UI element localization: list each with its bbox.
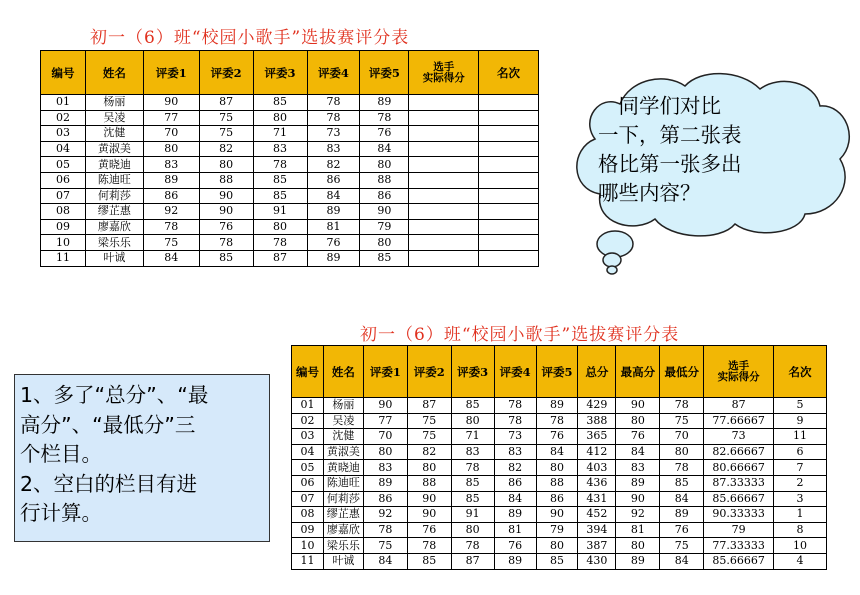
table-cell: 81 [494, 522, 536, 538]
table-cell: 85 [407, 553, 451, 569]
table-cell: 08 [292, 507, 324, 523]
table-cell: 85.66667 [704, 553, 774, 569]
table-cell: 77 [363, 413, 407, 429]
table-row [41, 172, 539, 188]
table-cell: 89 [616, 475, 660, 491]
table-cell: 03 [41, 126, 86, 142]
table-row [292, 460, 827, 476]
table-cell: 82 [407, 444, 451, 460]
table-cell: 70 [660, 429, 704, 445]
table-cell: 何莉莎 [323, 491, 363, 507]
table-cell: 429 [578, 398, 616, 414]
table-row [41, 219, 539, 235]
table-row [292, 553, 827, 569]
table-cell: 缪芷惠 [85, 204, 143, 220]
table-cell: 88 [536, 475, 578, 491]
table-cell: 82 [307, 157, 360, 173]
table-cell [409, 172, 479, 188]
table-cell: 05 [41, 157, 86, 173]
table-cell: 86 [494, 475, 536, 491]
table-cell: 87 [199, 95, 253, 111]
table-cell: 84 [363, 553, 407, 569]
table-cell: 沈健 [323, 429, 363, 445]
table-cell: 78 [494, 413, 536, 429]
table-cell [409, 235, 479, 251]
table-cell: 叶诚 [85, 250, 143, 266]
table-cell: 85 [451, 398, 494, 414]
column-header: 评委5 [360, 51, 409, 95]
table-cell: 84 [660, 553, 704, 569]
table-cell: 03 [292, 429, 324, 445]
table-cell: 92 [616, 507, 660, 523]
table-cell: 10 [41, 235, 86, 251]
table-cell: 吴凌 [85, 110, 143, 126]
table-cell: 87.33333 [704, 475, 774, 491]
table-row [292, 444, 827, 460]
table-cell: 90 [360, 204, 409, 220]
table-cell: 84 [536, 444, 578, 460]
table-cell: 84 [660, 491, 704, 507]
table-cell [409, 95, 479, 111]
column-header: 评委4 [307, 51, 360, 95]
table-cell [479, 110, 539, 126]
table-cell: 87 [451, 553, 494, 569]
table-cell [479, 126, 539, 142]
table-row [41, 126, 539, 142]
table-cell: 78 [307, 95, 360, 111]
table-cell: 06 [41, 172, 86, 188]
table-cell: 89 [143, 172, 199, 188]
table-cell: 82 [199, 141, 253, 157]
table-row [41, 250, 539, 266]
table-cell: 黄淑美 [85, 141, 143, 157]
table-cell: 83 [494, 444, 536, 460]
table-cell: 81 [307, 219, 360, 235]
table-cell: 79 [536, 522, 578, 538]
table-cell: 76 [616, 429, 660, 445]
table-cell [479, 188, 539, 204]
table-cell: 8 [774, 522, 827, 538]
table-cell: 90 [536, 507, 578, 523]
table-cell: 07 [41, 188, 86, 204]
column-header: 评委1 [143, 51, 199, 95]
column-header: 评委3 [253, 51, 307, 95]
table-row [41, 95, 539, 111]
table-cell [409, 157, 479, 173]
table-cell: 76 [407, 522, 451, 538]
table-row [292, 507, 827, 523]
table-cell: 90 [363, 398, 407, 414]
column-header: 编号 [41, 51, 86, 95]
table-cell: 431 [578, 491, 616, 507]
table-cell: 09 [292, 522, 324, 538]
column-header: 评委5 [536, 346, 578, 398]
table-cell: 80 [253, 219, 307, 235]
table-cell: 388 [578, 413, 616, 429]
table-cell: 92 [363, 507, 407, 523]
table-cell: 76 [536, 429, 578, 445]
table-cell: 80 [536, 538, 578, 554]
table-cell [409, 141, 479, 157]
table-cell [409, 250, 479, 266]
table-cell [409, 204, 479, 220]
table-cell: 78 [253, 235, 307, 251]
table-cell: 70 [143, 126, 199, 142]
table-cell: 90 [143, 95, 199, 111]
table-cell: 85 [253, 95, 307, 111]
table-cell [409, 188, 479, 204]
table-cell: 86 [143, 188, 199, 204]
table-cell: 89 [660, 507, 704, 523]
table-cell: 71 [451, 429, 494, 445]
table-cell: 杨丽 [85, 95, 143, 111]
table-cell: 90 [407, 491, 451, 507]
column-header: 最低分 [660, 346, 704, 398]
score-table-2 [291, 345, 827, 570]
table-cell: 80 [360, 157, 409, 173]
table-cell: 84 [143, 250, 199, 266]
table-cell: 3 [774, 491, 827, 507]
table-cell: 387 [578, 538, 616, 554]
table-cell: 10 [292, 538, 324, 554]
column-header: 名次 [774, 346, 827, 398]
table-cell: 02 [292, 413, 324, 429]
column-header: 最高分 [616, 346, 660, 398]
table-cell: 92 [143, 204, 199, 220]
table-cell: 11 [292, 553, 324, 569]
table-row [41, 204, 539, 220]
table-row [292, 538, 827, 554]
table-cell: 90 [407, 507, 451, 523]
table-cell: 80 [407, 460, 451, 476]
table-cell: 86 [363, 491, 407, 507]
table-row [292, 398, 827, 414]
table-cell: 80 [253, 110, 307, 126]
table-cell: 85 [253, 188, 307, 204]
table-cell: 84 [616, 444, 660, 460]
table-cell: 89 [494, 553, 536, 569]
table-row [41, 235, 539, 251]
table-cell: 85.66667 [704, 491, 774, 507]
table-cell: 82 [494, 460, 536, 476]
table-cell: 75 [199, 110, 253, 126]
table-cell: 2 [774, 475, 827, 491]
table-cell: 9 [774, 413, 827, 429]
table-cell: 廖嘉欣 [85, 219, 143, 235]
table-cell: 叶诚 [323, 553, 363, 569]
column-header: 评委2 [407, 346, 451, 398]
table-cell: 梁乐乐 [85, 235, 143, 251]
table-cell: 85 [536, 553, 578, 569]
table-cell: 436 [578, 475, 616, 491]
table-cell: 75 [143, 235, 199, 251]
table-cell: 78 [199, 235, 253, 251]
table-cell: 75 [407, 429, 451, 445]
table-cell: 430 [578, 553, 616, 569]
table-cell: 76 [494, 538, 536, 554]
table-cell: 80 [199, 157, 253, 173]
table-cell: 85 [253, 172, 307, 188]
column-header: 选手 实际得分 [409, 51, 479, 95]
table-cell: 83 [307, 141, 360, 157]
table-cell: 75 [407, 413, 451, 429]
table-cell: 87 [253, 250, 307, 266]
table-cell: 78 [407, 538, 451, 554]
table-cell: 87 [407, 398, 451, 414]
score-table-1 [40, 50, 539, 267]
table-row [292, 429, 827, 445]
column-header: 评委3 [451, 346, 494, 398]
table-cell: 80 [616, 538, 660, 554]
table-cell: 88 [407, 475, 451, 491]
note-text: 1、多了“总分”、“最 高分”、“最低分”三 个栏目。 2、空白的栏目有进 行计算。 [20, 383, 209, 525]
table-cell: 04 [292, 444, 324, 460]
table-cell: 76 [360, 126, 409, 142]
table-cell: 何莉莎 [85, 188, 143, 204]
table-cell: 88 [360, 172, 409, 188]
table-cell: 84 [494, 491, 536, 507]
table-cell [479, 157, 539, 173]
table-cell: 06 [292, 475, 324, 491]
table-cell: 89 [536, 398, 578, 414]
table-cell: 90 [616, 398, 660, 414]
table-cell: 80 [660, 444, 704, 460]
table-cell [479, 141, 539, 157]
table-cell: 89 [494, 507, 536, 523]
table-cell: 83 [616, 460, 660, 476]
table-cell: 85 [360, 250, 409, 266]
column-header: 名次 [479, 51, 539, 95]
table-cell: 黄晓迪 [323, 460, 363, 476]
table-cell: 71 [253, 126, 307, 142]
column-header: 姓名 [85, 51, 143, 95]
table-cell: 09 [41, 219, 86, 235]
table1-title: 初一（6）班“校园小歌手”选拔赛评分表 [90, 28, 410, 48]
table-cell: 78 [536, 413, 578, 429]
table-cell [409, 126, 479, 142]
table-cell: 76 [307, 235, 360, 251]
column-header: 总分 [578, 346, 616, 398]
table-cell: 85 [199, 250, 253, 266]
table-cell: 452 [578, 507, 616, 523]
table-cell: 6 [774, 444, 827, 460]
table-row [292, 491, 827, 507]
table-cell: 75 [660, 538, 704, 554]
table-cell: 91 [451, 507, 494, 523]
table-cell: 89 [360, 95, 409, 111]
table-cell: 79 [704, 522, 774, 538]
table-cell: 陈迪旺 [323, 475, 363, 491]
table-cell: 80 [451, 522, 494, 538]
table-cell: 83 [253, 141, 307, 157]
table2-title: 初一（6）班“校园小歌手”选拔赛评分表 [360, 325, 680, 345]
column-header: 评委1 [363, 346, 407, 398]
table-cell: 黄晓迪 [85, 157, 143, 173]
table-cell: 78 [253, 157, 307, 173]
table-cell: 05 [292, 460, 324, 476]
table-cell: 88 [199, 172, 253, 188]
callout-text: 同学们对比 一下，第二张表 格比第一张多出 哪些内容？ [598, 94, 742, 205]
table-cell: 394 [578, 522, 616, 538]
table-cell: 80 [360, 235, 409, 251]
table-cell: 78 [307, 110, 360, 126]
table-cell [409, 219, 479, 235]
table-cell: 89 [307, 250, 360, 266]
table-cell: 75 [660, 413, 704, 429]
table-cell: 1 [774, 507, 827, 523]
table-cell: 89 [363, 475, 407, 491]
table-cell: 杨丽 [323, 398, 363, 414]
table-cell: 78 [451, 460, 494, 476]
table-cell: 77 [143, 110, 199, 126]
table-row [41, 188, 539, 204]
table-cell: 73 [704, 429, 774, 445]
table-row [41, 141, 539, 157]
table-cell: 11 [41, 250, 86, 266]
table-cell: 75 [199, 126, 253, 142]
table-cell: 90 [199, 204, 253, 220]
table-cell [479, 250, 539, 266]
table-cell: 86 [360, 188, 409, 204]
table-cell [479, 204, 539, 220]
table-cell: 7 [774, 460, 827, 476]
table-cell: 82.66667 [704, 444, 774, 460]
table-cell: 80 [363, 444, 407, 460]
table-cell: 80 [616, 413, 660, 429]
table-cell: 78 [451, 538, 494, 554]
table-cell [479, 95, 539, 111]
table-cell: 5 [774, 398, 827, 414]
table-cell: 89 [307, 204, 360, 220]
column-header: 评委4 [494, 346, 536, 398]
table-cell: 77.66667 [704, 413, 774, 429]
table-cell: 廖嘉欣 [323, 522, 363, 538]
table-cell: 79 [360, 219, 409, 235]
table-cell: 沈健 [85, 126, 143, 142]
table-cell: 83 [143, 157, 199, 173]
table-cell: 80 [451, 413, 494, 429]
table-cell: 78 [360, 110, 409, 126]
table-cell: 78 [363, 522, 407, 538]
table-cell: 08 [41, 204, 86, 220]
table-cell: 85 [451, 491, 494, 507]
table-cell: 01 [41, 95, 86, 111]
table-cell: 412 [578, 444, 616, 460]
table-cell: 91 [253, 204, 307, 220]
table-cell: 80 [536, 460, 578, 476]
table-cell: 4 [774, 553, 827, 569]
table-cell: 90 [616, 491, 660, 507]
table-cell: 365 [578, 429, 616, 445]
column-header: 评委2 [199, 51, 253, 95]
column-header: 选手 实际得分 [704, 346, 774, 398]
column-header: 姓名 [323, 346, 363, 398]
table-cell: 80.66667 [704, 460, 774, 476]
table-cell: 11 [774, 429, 827, 445]
table-cell: 黄淑美 [323, 444, 363, 460]
table-cell: 78 [494, 398, 536, 414]
table-cell: 85 [451, 475, 494, 491]
table-cell [479, 235, 539, 251]
table-cell: 07 [292, 491, 324, 507]
table-row [292, 413, 827, 429]
table-cell: 缪芷惠 [323, 507, 363, 523]
table-row [41, 110, 539, 126]
table-cell: 87 [704, 398, 774, 414]
table-cell: 90.33333 [704, 507, 774, 523]
table-cell: 84 [307, 188, 360, 204]
table-cell: 86 [536, 491, 578, 507]
table-cell [409, 110, 479, 126]
table-cell: 78 [660, 398, 704, 414]
table-cell: 梁乐乐 [323, 538, 363, 554]
table-cell: 陈迪旺 [85, 172, 143, 188]
table-cell: 77.33333 [704, 538, 774, 554]
table-cell: 83 [363, 460, 407, 476]
table-cell: 83 [451, 444, 494, 460]
table-row [292, 522, 827, 538]
table-cell [479, 172, 539, 188]
table-cell: 78 [143, 219, 199, 235]
table-cell: 89 [616, 553, 660, 569]
table-cell: 75 [363, 538, 407, 554]
table-cell: 85 [660, 475, 704, 491]
table-cell [479, 219, 539, 235]
table-row [41, 157, 539, 173]
table-cell: 78 [660, 460, 704, 476]
table-row [292, 475, 827, 491]
table-cell: 吴凌 [323, 413, 363, 429]
table-cell: 01 [292, 398, 324, 414]
table-cell: 73 [307, 126, 360, 142]
table-cell: 403 [578, 460, 616, 476]
table-cell: 76 [660, 522, 704, 538]
table-cell: 80 [143, 141, 199, 157]
column-header: 编号 [292, 346, 324, 398]
table-cell: 02 [41, 110, 86, 126]
table-cell: 81 [616, 522, 660, 538]
table-cell: 84 [360, 141, 409, 157]
table-cell: 73 [494, 429, 536, 445]
table-cell: 86 [307, 172, 360, 188]
table-cell: 10 [774, 538, 827, 554]
table-cell: 76 [199, 219, 253, 235]
table-cell: 90 [199, 188, 253, 204]
table-cell: 04 [41, 141, 86, 157]
table-cell: 70 [363, 429, 407, 445]
